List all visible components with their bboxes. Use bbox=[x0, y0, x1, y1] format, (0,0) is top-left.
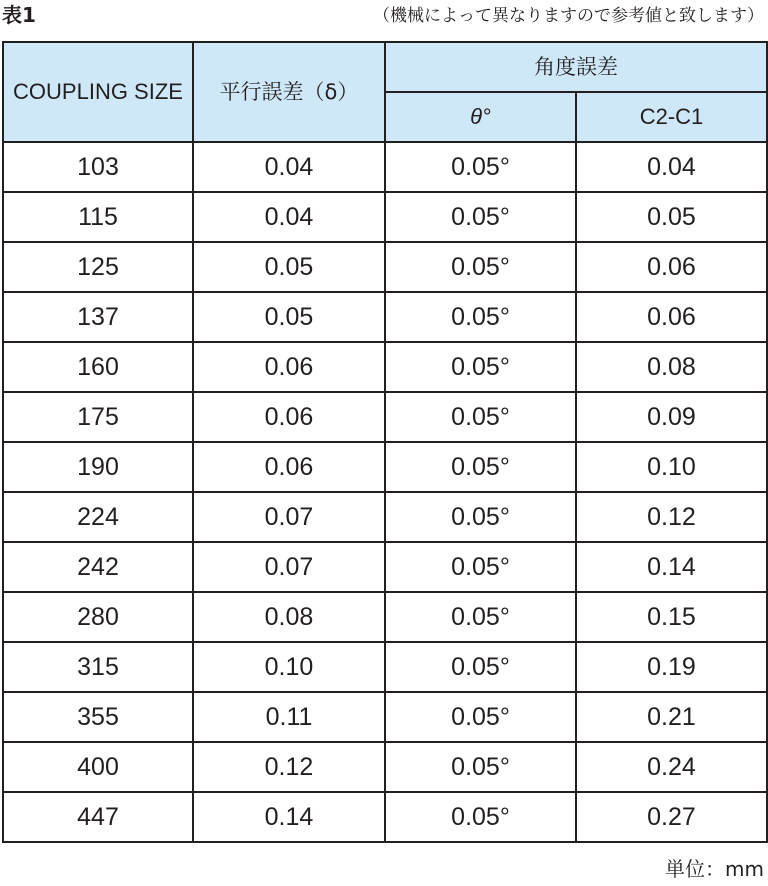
table-row bbox=[3, 142, 767, 192]
cell-angle-theta: 0.05° bbox=[385, 392, 576, 442]
table-row bbox=[3, 392, 767, 442]
table-row bbox=[3, 292, 767, 342]
cell-parallel-error: 0.04 bbox=[193, 192, 385, 242]
cell-coupling-size: 103 bbox=[3, 142, 193, 192]
table-row bbox=[3, 742, 767, 792]
header-coupling-size: COUPLING SIZE bbox=[3, 42, 193, 142]
cell-angle-theta: 0.05° bbox=[385, 542, 576, 592]
table-row bbox=[3, 592, 767, 642]
cell-angle-theta: 0.05° bbox=[385, 342, 576, 392]
table-row bbox=[3, 192, 767, 242]
unit-label: 単位：mm bbox=[665, 857, 764, 881]
cell-coupling-size: 242 bbox=[3, 542, 193, 592]
table-row bbox=[3, 492, 767, 542]
table-row bbox=[3, 642, 767, 692]
cell-c2-c1: 0.06 bbox=[576, 292, 767, 342]
cell-coupling-size: 160 bbox=[3, 342, 193, 392]
table-row bbox=[3, 342, 767, 392]
cell-parallel-error: 0.06 bbox=[193, 442, 385, 492]
cell-c2-c1: 0.21 bbox=[576, 692, 767, 742]
cell-parallel-error: 0.05 bbox=[193, 242, 385, 292]
cell-c2-c1: 0.27 bbox=[576, 792, 767, 842]
cell-coupling-size: 137 bbox=[3, 292, 193, 342]
cell-coupling-size: 190 bbox=[3, 442, 193, 492]
header-theta: θ° bbox=[385, 92, 576, 142]
cell-angle-theta: 0.05° bbox=[385, 642, 576, 692]
cell-parallel-error: 0.05 bbox=[193, 292, 385, 342]
cell-angle-theta: 0.05° bbox=[385, 192, 576, 242]
table-body bbox=[3, 142, 767, 842]
table-row bbox=[3, 792, 767, 842]
cell-parallel-error: 0.11 bbox=[193, 692, 385, 742]
cell-coupling-size: 400 bbox=[3, 742, 193, 792]
cell-c2-c1: 0.12 bbox=[576, 492, 767, 542]
table-title: 表1 bbox=[2, 3, 36, 27]
cell-c2-c1: 0.05 bbox=[576, 192, 767, 242]
cell-angle-theta: 0.05° bbox=[385, 792, 576, 842]
cell-coupling-size: 355 bbox=[3, 692, 193, 742]
cell-angle-theta: 0.05° bbox=[385, 142, 576, 192]
header-c2-c1: C2-C1 bbox=[576, 92, 767, 142]
cell-coupling-size: 280 bbox=[3, 592, 193, 642]
cell-c2-c1: 0.14 bbox=[576, 542, 767, 592]
table-header bbox=[3, 42, 767, 142]
cell-parallel-error: 0.07 bbox=[193, 542, 385, 592]
cell-angle-theta: 0.05° bbox=[385, 692, 576, 742]
table-row bbox=[3, 692, 767, 742]
cell-angle-theta: 0.05° bbox=[385, 742, 576, 792]
cell-coupling-size: 447 bbox=[3, 792, 193, 842]
header-parallel-error: 平行誤差（δ） bbox=[193, 42, 385, 142]
cell-coupling-size: 115 bbox=[3, 192, 193, 242]
header-angle-error: 角度誤差 bbox=[385, 42, 767, 92]
cell-angle-theta: 0.05° bbox=[385, 492, 576, 542]
cell-c2-c1: 0.19 bbox=[576, 642, 767, 692]
cell-parallel-error: 0.14 bbox=[193, 792, 385, 842]
cell-parallel-error: 0.06 bbox=[193, 392, 385, 442]
cell-coupling-size: 175 bbox=[3, 392, 193, 442]
cell-parallel-error: 0.10 bbox=[193, 642, 385, 692]
table-row bbox=[3, 542, 767, 592]
cell-c2-c1: 0.09 bbox=[576, 392, 767, 442]
cell-c2-c1: 0.04 bbox=[576, 142, 767, 192]
cell-angle-theta: 0.05° bbox=[385, 292, 576, 342]
cell-c2-c1: 0.15 bbox=[576, 592, 767, 642]
cell-c2-c1: 0.10 bbox=[576, 442, 767, 492]
table-row bbox=[3, 442, 767, 492]
cell-c2-c1: 0.24 bbox=[576, 742, 767, 792]
cell-c2-c1: 0.06 bbox=[576, 242, 767, 292]
cell-parallel-error: 0.12 bbox=[193, 742, 385, 792]
cell-parallel-error: 0.04 bbox=[193, 142, 385, 192]
cell-coupling-size: 315 bbox=[3, 642, 193, 692]
coupling-tolerance-table bbox=[2, 41, 768, 843]
table-note: （機械によって異なりますので参考値と致します） bbox=[373, 6, 764, 26]
cell-c2-c1: 0.08 bbox=[576, 342, 767, 392]
cell-angle-theta: 0.05° bbox=[385, 242, 576, 292]
cell-angle-theta: 0.05° bbox=[385, 592, 576, 642]
cell-parallel-error: 0.07 bbox=[193, 492, 385, 542]
cell-parallel-error: 0.06 bbox=[193, 342, 385, 392]
cell-coupling-size: 224 bbox=[3, 492, 193, 542]
cell-coupling-size: 125 bbox=[3, 242, 193, 292]
table-row bbox=[3, 242, 767, 292]
cell-angle-theta: 0.05° bbox=[385, 442, 576, 492]
cell-parallel-error: 0.08 bbox=[193, 592, 385, 642]
